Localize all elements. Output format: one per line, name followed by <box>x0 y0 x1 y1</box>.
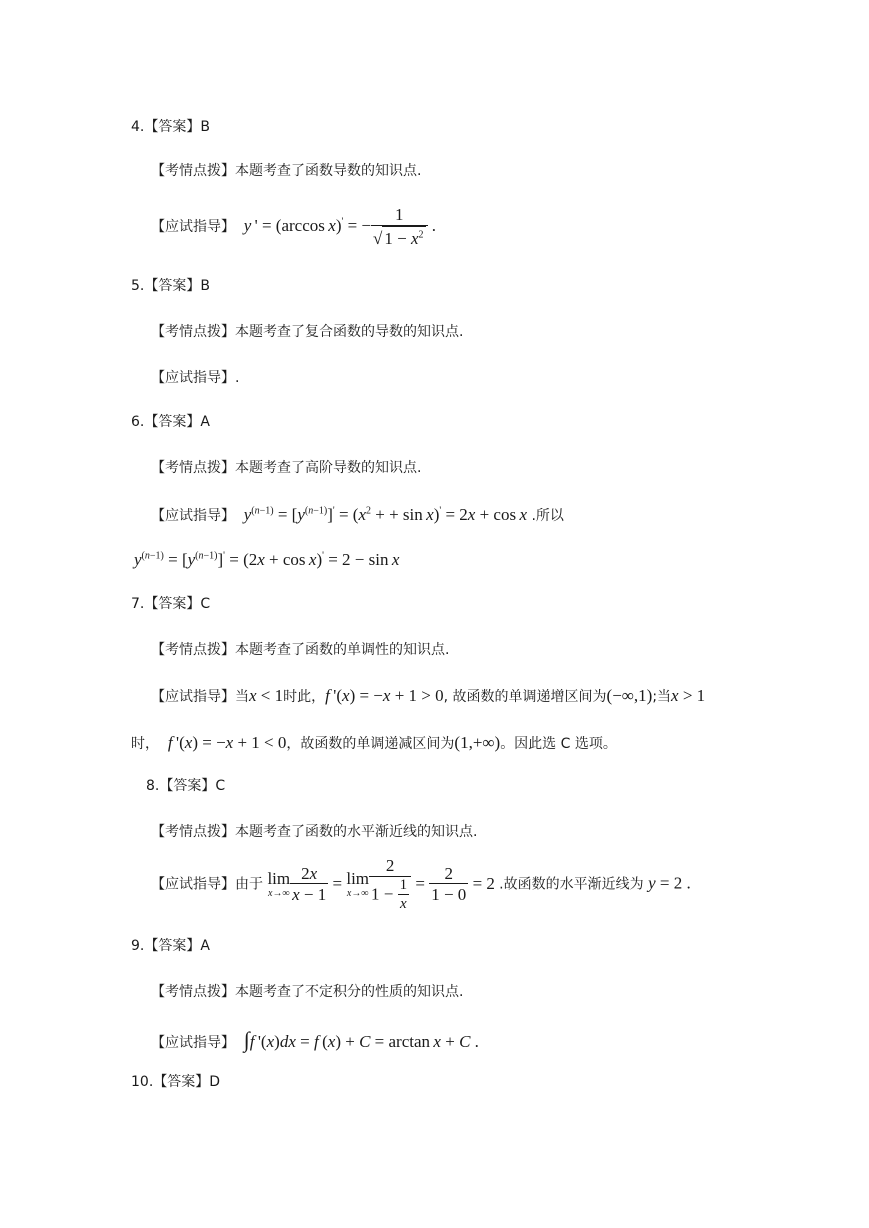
formula: y ' = (arccos x)' = − $\frac{1}{√ 1 - x^2}$ . <box>243 205 436 248</box>
yingshi-label: 【应试指导】当 <box>151 689 249 705</box>
answer-8: 8.【答案】C <box>146 778 226 794</box>
yingshi-7 <box>151 687 705 704</box>
yingshi-7-cont <box>131 734 617 751</box>
yingshi-tail: .故函数的水平渐近线为 <box>499 876 644 893</box>
yingshi-tail: .所以 <box>531 508 564 524</box>
answer-6: 6.【答案】A <box>131 414 210 430</box>
formula: f '(x) = −x + 1 < 0 <box>167 733 287 752</box>
yingshi-9 <box>151 1029 479 1051</box>
kaoqing-4: 【考情点拨】本题考查了函数导数的知识点. <box>151 163 422 179</box>
yingshi-6-cont <box>134 551 399 568</box>
yingshi-5: 【应试指导】. <box>151 370 240 386</box>
formula: y = 2 . <box>648 873 691 893</box>
yingshi-label: 【应试指导】 <box>151 1035 235 1051</box>
text: 时此， <box>283 689 326 705</box>
yingshi-label: 【应试指导】由于 <box>151 876 263 893</box>
answer-9: 9.【答案】A <box>131 938 210 954</box>
answer-4: 4.【答案】B <box>131 119 210 135</box>
text: , 故函数的单调递增区间为 <box>443 689 607 705</box>
kaoqing-7: 【考情点拨】本题考查了函数的单调性的知识点. <box>151 642 450 658</box>
formula: x > 1 <box>671 686 706 705</box>
answer-10: 10.【答案】D <box>131 1074 221 1090</box>
yingshi-label: 【应试指导】 <box>151 218 235 235</box>
answer-7: 7.【答案】C <box>131 596 211 612</box>
yingshi-4 <box>151 205 436 249</box>
formula: (1,+∞) <box>454 733 501 752</box>
yingshi-6 <box>151 506 564 523</box>
kaoqing-5: 【考情点拨】本题考查了复合函数的导数的知识点. <box>151 324 464 340</box>
formula: (−∞,1) <box>606 686 653 705</box>
text: ;当 <box>652 689 672 705</box>
text: ，故函数的单调递减区间为 <box>286 736 455 752</box>
formula: f '(x) = −x + 1 > 0 <box>325 686 444 705</box>
answer-5: 5.【答案】B <box>131 278 210 294</box>
formula: $y^{(n-1)} = [y^{(n-1)}]' = (2x + \cos x)' = 2 - \sin x$ <box>134 550 400 569</box>
text: 。因此选 C 选项。 <box>500 736 617 752</box>
formula: x < 1 <box>249 686 284 705</box>
text: 时， <box>131 736 159 752</box>
formula: ∫f '(x)dx = f (x) + C = arctan x + C . <box>243 1027 479 1052</box>
formula: $y^{(n-1)} = [y^{(n-1)}]' = (x^2$ + + sin x)' = 2x + cos x <box>243 505 528 524</box>
kaoqing-9: 【考情点拨】本题考查了不定积分的性质的知识点. <box>151 984 464 1000</box>
yingshi-label: 【应试指导】 <box>151 508 235 524</box>
kaoqing-8: 【考情点拨】本题考查了函数的水平渐近线的知识点. <box>151 824 478 840</box>
yingshi-8 <box>151 856 691 914</box>
formula: lim x→∞ $\frac{2x}{x - 1}$ = lim x→∞ 2 1 − $\frac{1}{x}$ = $\frac{2}{1 - 0}$ = 2 <box>267 856 500 912</box>
kaoqing-6: 【考情点拨】本题考查了高阶导数的知识点. <box>151 460 422 476</box>
